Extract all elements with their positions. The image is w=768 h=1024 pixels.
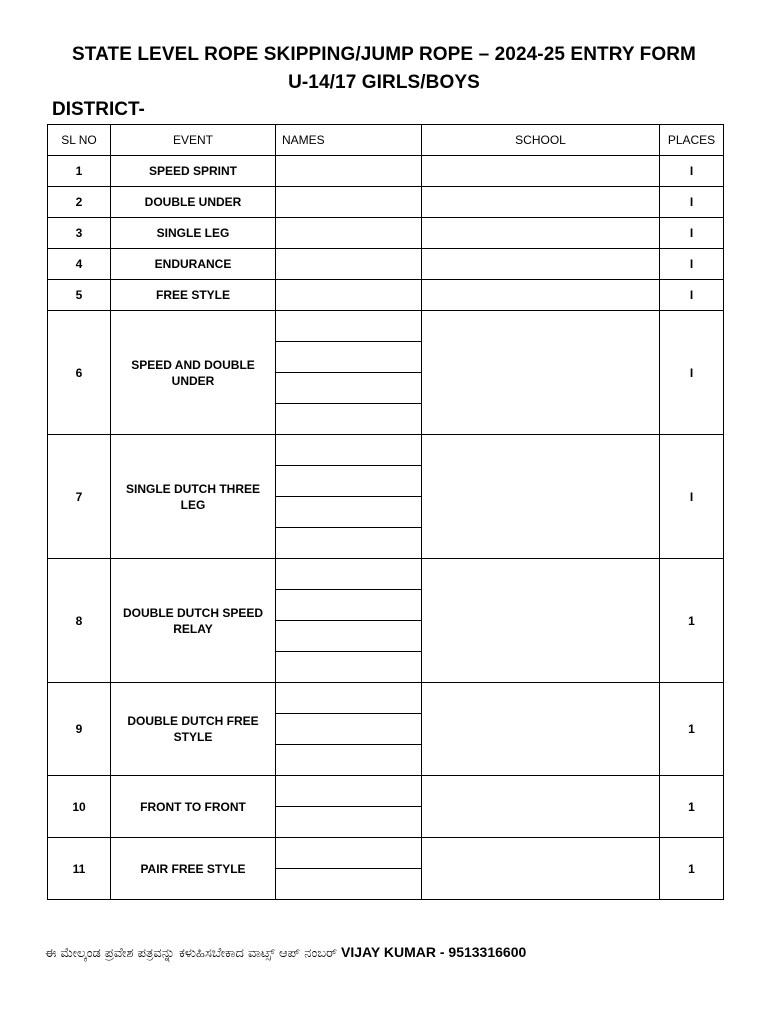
names-cell[interactable] xyxy=(276,218,422,249)
names-cell[interactable] xyxy=(276,559,422,590)
school-cell[interactable] xyxy=(422,280,660,311)
table-row xyxy=(48,776,724,807)
header-event: EVENT xyxy=(111,125,276,156)
district-label: DISTRICT- xyxy=(52,99,145,120)
table-row xyxy=(48,280,724,311)
event-cell: SINGLE LEG xyxy=(111,218,276,249)
event-cell: SPEED AND DOUBLE UNDER xyxy=(111,311,276,435)
names-cell[interactable] xyxy=(276,652,422,683)
names-cell[interactable] xyxy=(276,187,422,218)
event-cell: ENDURANCE xyxy=(111,249,276,280)
sl-no-cell: 9 xyxy=(48,683,111,776)
names-cell[interactable] xyxy=(276,776,422,807)
places-cell: 1 xyxy=(660,683,724,776)
footer-contact: VIJAY KUMAR - 9513316600 xyxy=(341,944,527,960)
sl-no-cell: 3 xyxy=(48,218,111,249)
names-cell[interactable] xyxy=(276,528,422,559)
table-row xyxy=(48,435,724,466)
school-cell[interactable] xyxy=(422,683,660,776)
header-sl-no: SL NO xyxy=(48,125,111,156)
places-cell: I xyxy=(660,218,724,249)
sl-no-cell: 4 xyxy=(48,249,111,280)
entry-table xyxy=(47,124,724,900)
sl-no-cell: 1 xyxy=(48,156,111,187)
event-cell: FREE STYLE xyxy=(111,280,276,311)
places-cell: I xyxy=(660,280,724,311)
names-cell[interactable] xyxy=(276,590,422,621)
names-cell[interactable] xyxy=(276,466,422,497)
places-cell: 1 xyxy=(660,559,724,683)
table-header-row xyxy=(48,125,724,156)
table-row xyxy=(48,311,724,342)
event-cell: DOUBLE UNDER xyxy=(111,187,276,218)
event-cell: DOUBLE DUTCH SPEED RELAY xyxy=(111,559,276,683)
names-cell[interactable] xyxy=(276,311,422,342)
school-cell[interactable] xyxy=(422,435,660,559)
places-cell: 1 xyxy=(660,838,724,900)
names-cell[interactable] xyxy=(276,838,422,869)
names-cell[interactable] xyxy=(276,745,422,776)
footer-kannada-text: ಈ ಮೇಲ್ಕಂಡ ಪ್ರವೇಶ ಪತ್ರವನ್ನು ಕಳುಹಿಸಬೇಕಾದ ವಾಟ್ಸ್ ಆಪ್ ನಂಬರ್ xyxy=(45,946,338,961)
footer-note xyxy=(45,944,526,961)
names-cell[interactable] xyxy=(276,807,422,838)
table-row xyxy=(48,156,724,187)
school-cell[interactable] xyxy=(422,776,660,838)
names-cell[interactable] xyxy=(276,249,422,280)
names-cell[interactable] xyxy=(276,869,422,900)
header-places: PLACES xyxy=(660,125,724,156)
form-title: STATE LEVEL ROPE SKIPPING/JUMP ROPE – 2024-25 ENTRY FORM xyxy=(72,44,696,65)
table-row xyxy=(48,559,724,590)
sl-no-cell: 5 xyxy=(48,280,111,311)
names-cell[interactable] xyxy=(276,621,422,652)
names-cell[interactable] xyxy=(276,280,422,311)
table-row xyxy=(48,249,724,280)
places-cell: I xyxy=(660,311,724,435)
event-cell: SPEED SPRINT xyxy=(111,156,276,187)
names-cell[interactable] xyxy=(276,714,422,745)
names-cell[interactable] xyxy=(276,497,422,528)
header-school: SCHOOL xyxy=(422,125,660,156)
names-cell[interactable] xyxy=(276,435,422,466)
header-names: NAMES xyxy=(276,125,422,156)
table-row xyxy=(48,218,724,249)
school-cell[interactable] xyxy=(422,187,660,218)
places-cell: I xyxy=(660,435,724,559)
sl-no-cell: 6 xyxy=(48,311,111,435)
school-cell[interactable] xyxy=(422,249,660,280)
sl-no-cell: 2 xyxy=(48,187,111,218)
table-row xyxy=(48,187,724,218)
table-row xyxy=(48,683,724,714)
sl-no-cell: 10 xyxy=(48,776,111,838)
school-cell[interactable] xyxy=(422,311,660,435)
names-cell[interactable] xyxy=(276,156,422,187)
school-cell[interactable] xyxy=(422,559,660,683)
school-cell[interactable] xyxy=(422,156,660,187)
places-cell: 1 xyxy=(660,776,724,838)
event-cell: DOUBLE DUTCH FREE STYLE xyxy=(111,683,276,776)
event-cell: FRONT TO FRONT xyxy=(111,776,276,838)
sl-no-cell: 7 xyxy=(48,435,111,559)
table-body xyxy=(48,156,724,900)
places-cell: I xyxy=(660,187,724,218)
sl-no-cell: 8 xyxy=(48,559,111,683)
names-cell[interactable] xyxy=(276,404,422,435)
table-row xyxy=(48,838,724,869)
names-cell[interactable] xyxy=(276,373,422,404)
event-cell: PAIR FREE STYLE xyxy=(111,838,276,900)
event-cell: SINGLE DUTCH THREE LEG xyxy=(111,435,276,559)
places-cell: I xyxy=(660,249,724,280)
school-cell[interactable] xyxy=(422,218,660,249)
names-cell[interactable] xyxy=(276,342,422,373)
names-cell[interactable] xyxy=(276,683,422,714)
sl-no-cell: 11 xyxy=(48,838,111,900)
school-cell[interactable] xyxy=(422,838,660,900)
form-subtitle: U-14/17 GIRLS/BOYS xyxy=(288,72,480,93)
places-cell: I xyxy=(660,156,724,187)
